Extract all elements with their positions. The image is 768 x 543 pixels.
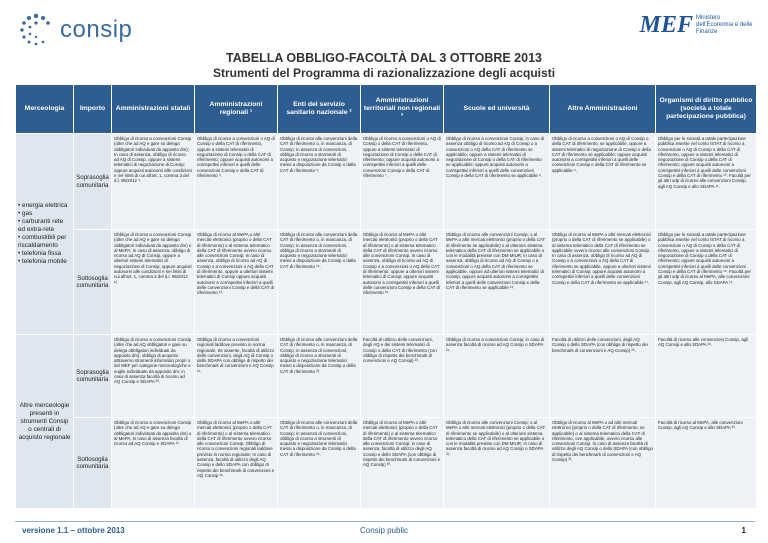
- table-cell: Obbligo di ricorso a convenzioni regionali laddove previsto in norma regionale. Se assente, facoltà di utilizzo delle convenzioni, degli AQ di Consip o dello SDAPA con obbligo di rispetto dei benchmark di convenzioni e AQ Consip ²¹.: [197, 337, 275, 374]
- obligation-table: [15, 84, 757, 509]
- header-altre-amm: Altre Amministrazioni: [550, 85, 655, 133]
- header-amm-regionali: Amministrazioni regionali ¹: [195, 85, 277, 133]
- table-cell: Obbligo per le società a totale partecipazione pubblica inserite nel conto ISTAT di ricorso a convenzioni o AQ di Consip o della CAT di riferimento, oppure a sistemi telematici di negoziazione di Consip o della CAT di riferimento; oppure acquisti autonomi a corrispettivi inferiori a quelli delle convenzioni Consip e della CAT di riferimento ¹⁸. Facoltà per gli altri odp di ricorso al MePA, alle convenzioni Consip, agli AQ Consip, allo SDAPA ¹⁹.: [658, 232, 751, 285]
- table-cell: Obbligo di ricorso al MePA o ad altri mercati elettronici (proprio o della CAT di riferimento, se applicabile) o al sistema telematico della CAT di riferimento, ove applicabile, ovvero ricorso alle convenzioni Consip. In caso di assenza facoltà di utilizzo degli AQ Consip o dello SDAPA (con obbligo di rispetto dei benchmark di convenzioni e AQ Consip) ³².: [552, 420, 653, 463]
- table-row: [16, 335, 756, 417]
- mef-logo: [640, 12, 754, 39]
- table-cell: Obbligo di ricorso al MePA o altri mercati elettronici (proprio o della CAT di riferimento) o al sistema telematico della CAT di riferimento ovvero ricorso alle convenzioni Consip; In caso di assenza, obbligo di ricorso ad AQ di Consip o a convenzioni o AQ della CAT di riferimento, oppure a ulteriori sistemi telematici di Consip oppure acquisti autonomi a corrispettivi inferiori a quelli delle convenzioni Consip e della CAT di riferimento ¹³.: [197, 232, 274, 296]
- table-cell: Obbligo di ricorso al MePA o altri mercati elettronici (proprio o della CAT di riferimento) o al sistema telematico della CAT di riferimento ovvero ricorso alle convenzioni Consip. In caso di assenza, obbligo di ricorso ad AQ di Consip o a convenzioni o AQ della CAT di riferimento, oppure a ulteriori sistemi telematici di Consip; oppure acquisti autonomi a corrispettivi inferiori a quelli delle convenzioni Consip e della CAT di riferimento ¹⁵.: [363, 232, 440, 296]
- table-cell: Obbligo di ricorso al MePA o altri mercati elettronici (proprio o della CAT di riferimento) o al sistema telematico della CAT di riferimento ovvero ricorso alle convenzioni Consip. Obbligo di ricorso a convenzioni regionali laddove previsto in norma regionale; In caso di assenza, facoltà di utilizzo degli AQ Consip e dello SDAPA con obbligo di rispetto dei benchmark di convenzioni e AQ Consip ²⁸.: [197, 420, 275, 478]
- header-importo: Importo: [74, 85, 111, 133]
- merceologia-energy: • energia elettrica • gas • carburanti rete ed extra-rete • combustibili per riscaldamento • telefonia fissa • telefonia mobile: [16, 134, 73, 334]
- table-cell: Obbligo di ricorso al MePA o altri mercati elettronici (proprio o della CAT di riferimento se applicabile) o al sistema telematico della CAT di riferimento se applicabile ovvero ricorso alle convenzioni Consip. In caso di assenza, obbligo di ricorso ad AQ di Consip o a convenzioni o AQ della CAT di riferimento se applicabile, oppure a ulteriori sistemi telematici di Consip; oppure acquisti autonomi a corrispettivi inferiori a quelli delle convenzioni Consip e della CAT di riferimento se applicabile ¹⁷.: [552, 232, 651, 285]
- table-cell: Obbligo di ricorso alle convenzioni della CAT di riferimento o, in mancanza, di Consip; in assenza di convenzioni, obbligo di ricorso a strumenti di acquisto e negoziazione telematici messi a disposizione da Consip o della CAT di riferimento ²².: [280, 337, 358, 374]
- importo-label: Soprasoglia comunitaria: [74, 335, 111, 417]
- header-amm-statali: Amministrazioni statali: [112, 85, 194, 133]
- table-row: [16, 418, 756, 508]
- table-cell: Obbligo di ricorso alle convenzioni Consip; o al MePA o altri mercati elettronici (proprio o della CAT di riferimento se applicabile) o al ulteriore sistema telematico della CAT di riferimento se applicabile o con le modalità previste con DM MIUR; in caso di assenza, obbligo di ricorso ad AQ di Consip o a convenzioni o AQ della CAT di riferimento se applicabile, oppure ad ulteriori sistemi telematici di Consip; oppure acquisti autonomi a corrispettivi inferiori a quelli delle convenzioni Consip e della CAT di riferimento se applicabile ¹⁶.: [446, 232, 546, 290]
- table-cell: Obbligo di ricorso alle convenzioni della CAT di riferimento o, in mancanza, di Consip; in assenza di convenzioni, obbligo di ricorso a strumenti di acquisto e negoziazione telematici messi a disposizione da Consip o dalla CAT di riferimento ¹⁴.: [280, 232, 358, 269]
- page-number: 1: [741, 526, 746, 535]
- importo-label: Sottosoglia comunitaria: [74, 230, 111, 334]
- importo-label: Sottosoglia comunitaria: [74, 418, 111, 508]
- table-cell: Obbligo di ricorso alle convenzioni Consip; o al MePA o altri mercati elettronici (proprio o della CAT di riferimento se applicabile) o al ulteriore sistema telematico della CAT di riferimento se applicabile o con le modalità previste con DM MIUR; In caso di assenza facoltà di ricorso ad AQ Consip o SDAPA ³¹.: [446, 420, 546, 457]
- table-cell: Facoltà di utilizzo delle convenzioni, degli AQ e dei sistemi telematici di Consip o della CAT di riferimento (con obbligo di rispetto dei benchmark di convenzioni e AQ Consip) ²³.: [363, 337, 437, 364]
- consip-logo: [16, 10, 132, 50]
- table-cell: Obbligo di ricorso alle convenzioni della CAT di riferimento o, in mancanza, di Consip; in assenza di convenzioni, obbligo di ricorso a strumenti di acquisto e negoziazione telematici messi a disposizione da Consip o della CAT di riferimento ²⁹.: [280, 420, 358, 457]
- table-cell: Obbligo di ricorso alle convenzioni della CAT di riferimento o, in mancanza, di Consip; in assenza di convenzioni, obbligo di ricorso a strumenti di acquisto e negoziazione telematici messi a disposizione da Consip o dalla CAT di riferimento ⁶.: [280, 136, 358, 173]
- table-cell: Obbligo di ricorso a convenzioni o AQ di Consip o della CAT di riferimento, oppure a sistemi telematici di negoziazione di Consip o della CAT di riferimento; oppure acquisti autonomi a corrispettivi inferiori a quelli delle convenzioni Consip e della CAT di riferimento ⁷.: [363, 136, 441, 179]
- page-title: TABELLA OBBLIGO-FACOLTÀ DAL 3 OTTOBRE 2013: [226, 51, 542, 65]
- header-scuole: Scuole ed università: [444, 85, 549, 133]
- table-cell: Obbligo per le società a totale partecipazione pubblica inserite nel conto ISTAT di ricorso a convenzioni o AQ di Consip o della CAT di riferimento, oppure a sistemi telematici di negoziazione di Consip o della CAT di riferimento; oppure acquisti autonomi a corrispettivi inferiori a quelli delle convenzioni Consip e della CAT di riferimento ¹⁰. Facoltà per gli altri odp di ricorso alle convenzioni Consip, agli AQ Consip e allo SDAPA ¹¹.: [658, 136, 751, 189]
- table-cell: Obbligo di ricorso a convenzioni Consip; in caso di assenza obbligo di ricorso ad AQ di Consip o a convenzioni o AQ della CAT di riferimento se applicabile; oppure a sistemi telematici di negoziazione di Consip o della CAT di riferimento se applicabile; oppure acquisti autonomi a corrispettivi inferiori a quelli delle convenzioni Consip e della CAT di riferimento se applicabile ⁸.: [446, 136, 545, 179]
- table-cell: Obbligo di ricorso a convenzioni Consip (oltre che ad AQ e gare su delega obbligatori individuati da apposito dm) o al MePA; in caso di assenza facoltà di ricorso ad AQ Consip e SDAPA ²⁷.: [114, 420, 192, 447]
- mef-letters: MEF: [639, 12, 693, 38]
- table-cell: Facoltà di ricorso alle convenzioni Consip, agli AQ Consip e allo SDAPA ²⁶.: [658, 337, 749, 348]
- footer-divider: [15, 521, 755, 522]
- table-cell: Obbligo di ricorso a convenzioni o AQ di Consip o della CAT di riferimento, oppure a sistemi telematici di negoziazione di Consip o della CAT di riferimento; oppure acquisti autonomi a corrispettivi inferiori a quelli delle convenzioni Consip e della CAT di riferimento ⁵.: [197, 136, 275, 179]
- header-merceologia: Merceologia: [16, 85, 73, 133]
- table-cell: Facoltà di ricorso al MePA, alle convenzioni Consip, agli AQ Consip e allo SDAPA ³³.: [658, 420, 743, 431]
- header-enti-ssn: Enti del servizio sanitario nazionale ²: [278, 85, 360, 133]
- merceologia-altre: Altre merceologie presenti in strumenti Consip o centrali di acquisto regionale: [16, 335, 73, 508]
- mef-subtitle: Ministero dell'Economia e delle Finanze: [696, 15, 753, 35]
- header-odp: Organismi di diritto pubblico (società a totale partecipazione pubblica): [656, 85, 756, 133]
- table-row: [16, 134, 756, 229]
- header-amm-territoriali: Amministrazioni territoriali non regionali ³: [361, 85, 443, 133]
- page-subtitle: Strumenti del Programma di razionalizzazione degli acquisti: [212, 66, 556, 80]
- consip-logo-text: consip: [60, 16, 133, 43]
- footer-classification: Consip public: [359, 526, 409, 535]
- table-cell: Obbligo di ricorso a convenzioni Consip (oltre che ad AQ obbligatori e gare su delega obbligatori individuati da apposito dm); obbligo di acquisto attraverso strumenti informatici propri o del MEF per categorie merceologiche e soglie individuate da apposito dm; in caso di assenza facoltà di ricorso ad AQ Consip e SDAPA ²⁰.: [114, 337, 192, 385]
- footer-version: versione 1.1 – ottobre 2013: [22, 526, 125, 535]
- table-cell: Facoltà di utilizzo delle convenzioni, degli AQ Consip o dello SDAPA (con obbligo di rispetto dei benchmark di convenzioni e AQ Consip) ²⁵.: [552, 337, 648, 353]
- importo-label: Soprasoglia comunitaria: [74, 134, 111, 229]
- consip-logo-icon: [16, 10, 56, 50]
- table-cell: Obbligo di ricorso a convenzioni Consip (oltre che ad AQ e gare su delega obbligatori individuati da apposito dm) o al MePA; In caso di assenza, obbligo di ricorso ad AQ di Consip, oppure a ulteriori sistemi telematici di negoziazione di Consip; oppure acquisti autonomi alle condizioni e nei limiti di cui all'art. 1, comma 3 del d.l. 95/2012 ¹².: [114, 232, 192, 285]
- table-row: [16, 230, 756, 334]
- table-header-row: [16, 85, 756, 133]
- table-cell: Obbligo di ricorso al MePA o altri mercati elettronici (proprio o della CAT di riferimento) o al sistema telematico della CAT di riferimento ovvero ricorso alle convenzioni Consip; in caso di assenza, facoltà di utilizzo degli AQ Consip e dello SDAPA (con obbligo di rispetto dei benchmark di convenzioni e AQ Consip) ³⁰.: [363, 420, 441, 468]
- table-cell: Obbligo di ricorso a convenzioni Consip (oltre che ad AQ e gare su delega obbligatori individuati da apposito dm); In caso di assenza, obbligo di ricorso ad AQ di Consip, oppure a sistemi telematici di negoziazione di Consip; oppure acquisti autonomi alle condizioni e nei limiti di cui all'art. 1, comma 3 del d.l. 95/2012 ⁴.: [114, 136, 192, 184]
- table-cell: Obbligo di ricorso a convenzioni o AQ di Consip o della CAT di riferimento, se applicabile, oppure a sistemi telematici di negoziazione di Consip o della CAT di riferimento se applicabile; oppure acquisti autonomi a corrispettivi inferiori a quelli delle convenzioni Consip e della CAT di riferimento se applicabile ⁹.: [552, 136, 651, 173]
- table-cell: Obbligo di ricorso a convenzioni Consip; in caso di assenza facoltà di ricorso ad AQ Consip o SDAPA ²⁴.: [446, 337, 545, 353]
